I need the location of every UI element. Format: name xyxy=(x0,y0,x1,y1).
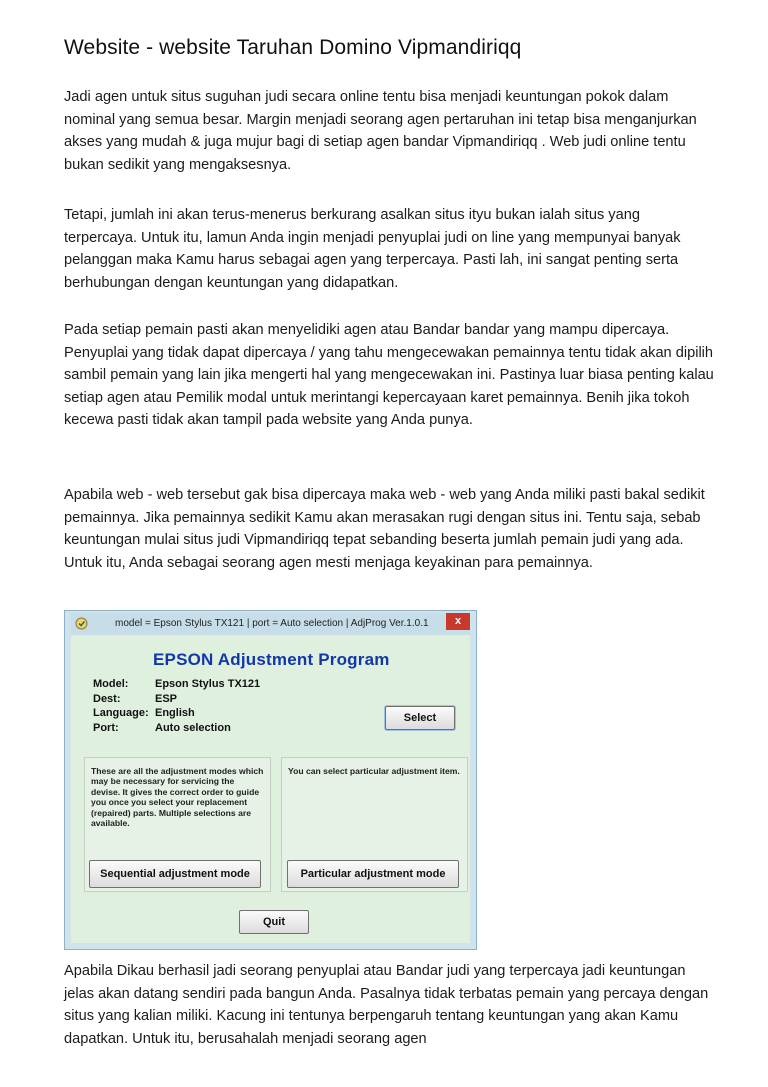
app-icon xyxy=(75,617,88,630)
paragraph-1: Jadi agen untuk situs suguhan judi secara online tentu bisa menjadi keuntungan pokok dalam nominal yang semua besar. Margin menjadi seorang agen pertaruhan ini tetap bisa menganjurkan akses yang mudah & juga mujur bagi di setiap agen bandar Vipmandiriqq . Web judi online tentu bukan sedikit yang mengaksesnya. xyxy=(64,89,697,173)
window-title: model = Epson Stylus TX121 | port = Auto selection | AdjProg Ver.1.0.1 xyxy=(115,618,429,629)
particular-adjustment-button[interactable]: Particular adjustment mode xyxy=(287,860,459,888)
language-label: Language: xyxy=(93,707,149,719)
adjustment-program-window xyxy=(71,613,470,943)
embedded-screenshot xyxy=(64,610,477,950)
page-title: Website - website Taruhan Domino Vipmandiriqq xyxy=(64,36,522,59)
sequential-adjustment-button[interactable]: Sequential adjustment mode xyxy=(89,860,261,888)
paragraph-3: Pada setiap pemain pasti akan menyelidiki agen atau Bandar bandar yang mampu dipercaya. Penyuplai yang tidak dapat dipercaya / yang tahu mengecewakan pemainnya tentu tidak akan dipilih sambil pemain yang lain jika mengerti hal yang mengecewakan ini. Pastinya luar biasa penting kalau setiap agen atau Pemilik modal untuk merintangi kepercayaan karet pemainnya. Benih jika tokoh kecewa pasti tidak akan tampil pada website yang Anda punya. xyxy=(64,322,714,429)
model-value: Epson Stylus TX121 xyxy=(155,678,261,690)
sequential-description: These are all the adjustment modes which may be necessary for servicing the devise. It gives the correct order to guide you once you select your replacement (repaired) parts. Multiple selections are available. xyxy=(91,766,264,829)
port-label: Port: xyxy=(93,721,119,734)
particular-description: You can select particular adjustment item. xyxy=(288,766,460,776)
paragraph-5: Apabila Dikau berhasil jadi seorang penyuplai atau Bandar judi yang terpercaya jadi keuntungan jelas akan datang sendiri pada bangun Anda. Pasalnya tidak terbatas pemain yang percaya dengan situs yang kalian miliki. Kacung ini tentunya berpengaruh tentang keuntungan yang akan Kamu dapatkan. Untuk itu, berusahalah menjadi seorang agen xyxy=(64,963,709,1047)
quit-button[interactable]: Quit xyxy=(239,910,309,934)
port-value: Auto selection xyxy=(155,721,231,734)
app-title: EPSON Adjustment Program xyxy=(153,650,390,669)
select-button[interactable]: Select xyxy=(385,706,455,730)
close-button[interactable]: x xyxy=(446,613,470,630)
language-value: English xyxy=(155,707,195,719)
paragraph-2: Tetapi, jumlah ini akan terus-menerus berkurang asalkan situs ityu bukan ialah situs yang terpercaya. Untuk itu, lamun Anda ingin menjadi penyuplai judi on line yang mempunyai banyak pelanggan maka Kamu harus sebagai agen yang terpercaya. Pasti lah, ini sangat penting serta berhubungan dengan keuntungan yang didapatkan. xyxy=(64,207,681,291)
paragraph-4: Apabila web - web tersebut gak bisa dipercaya maka web - web yang Anda miliki pasti bakal sedikit pemainnya. Jika pemainnya sedikit Kamu akan merasakan rugi dengan situs ini. Tentu saja, sebab keuntungan mulai situs judi Vipmandiriqq tepat sebanding beserta jumlah pemain judi yang ada. Untuk itu, Anda sebagai seorang agen mesti menjaga keyakinan para pemainnya. xyxy=(64,487,705,571)
dest-value: ESP xyxy=(155,692,178,705)
model-label: Model: xyxy=(93,678,129,690)
dest-label: Dest: xyxy=(93,692,121,705)
window-titlebar xyxy=(71,613,470,635)
